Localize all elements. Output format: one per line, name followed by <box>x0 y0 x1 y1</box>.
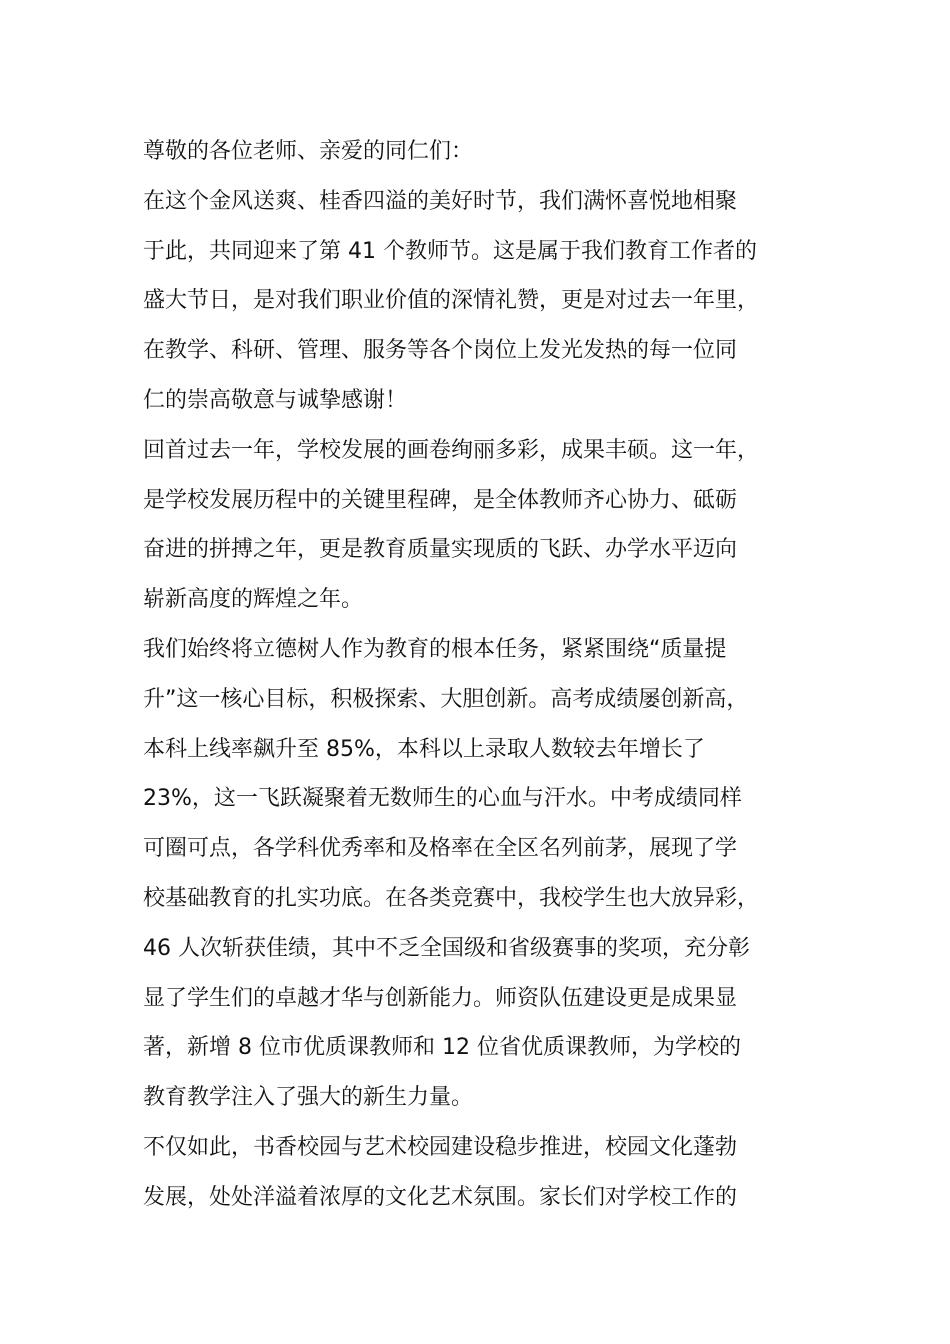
text-line: 46 人次斩获佳绩，其中不乏全国级和省级赛事的奖项，充分彰 <box>143 935 750 961</box>
document-body <box>143 127 833 1223</box>
text-line: 奋进的拼搏之年，更是教育质量实现质的飞跃、办学水平迈向 <box>143 537 738 563</box>
text-line: 教育教学注入了强大的新生力量。 <box>143 1085 474 1111</box>
text-line: 升”这一核心目标，积极探索、大胆创新。高考成绩屡创新高， <box>143 686 749 712</box>
text-line: 校基础教育的扎实功底。在各类竞赛中，我校学生也大放异彩， <box>143 885 760 911</box>
text-line: 尊敬的各位老师、亲爱的同仁们： <box>143 139 474 164</box>
text-line: 显了学生们的卓越才华与创新能力。师资队伍建设更是成果显 <box>143 985 738 1011</box>
text-line: 可圈可点，各学科优秀率和及格率在全区名列前茅，展现了学 <box>143 836 738 862</box>
text-line: 我们始终将立德树人作为教育的根本任务，紧紧围绕“质量提 <box>143 636 727 662</box>
text-line: 在这个金风送爽、桂香四溢的美好时节，我们满怀喜悦地相聚 <box>143 188 738 214</box>
text-line: 在教学、科研、管理、服务等各个岗位上发光发热的每一位同 <box>143 338 738 364</box>
text-line: 盛大节日，是对我们职业价值的深情礼赞，更是对过去一年里， <box>143 288 760 314</box>
text-line: 发展，处处洋溢着浓厚的文化艺术氛围。家长们对学校工作的 <box>143 1184 738 1210</box>
text-line: 不仅如此，书香校园与艺术校园建设稳步推进，校园文化蓬勃 <box>143 1134 738 1160</box>
text-line: 崭新高度的辉煌之年。 <box>143 587 364 613</box>
text-line: 本科上线率飙升至 85%，本科以上录取人数较去年增长了 <box>143 736 705 762</box>
text-line: 是学校发展历程中的关键里程碑，是全体教师齐心协力、砥砺 <box>143 487 738 513</box>
text-line: 仁的崇高敬意与诚挚感谢！ <box>143 387 408 413</box>
text-line: 回首过去一年，学校发展的画卷绚丽多彩，成果丰硕。这一年， <box>143 437 760 463</box>
text-line: 著，新增 8 位市优质课教师和 12 位省优质课教师，为学校的 <box>143 1035 741 1061</box>
text-line: 23%，这一飞跃凝聚着无数师生的心血与汗水。中考成绩同样 <box>143 786 742 812</box>
text-line: 于此，共同迎来了第 41 个教师节。这是属于我们教育工作者的 <box>143 238 757 264</box>
